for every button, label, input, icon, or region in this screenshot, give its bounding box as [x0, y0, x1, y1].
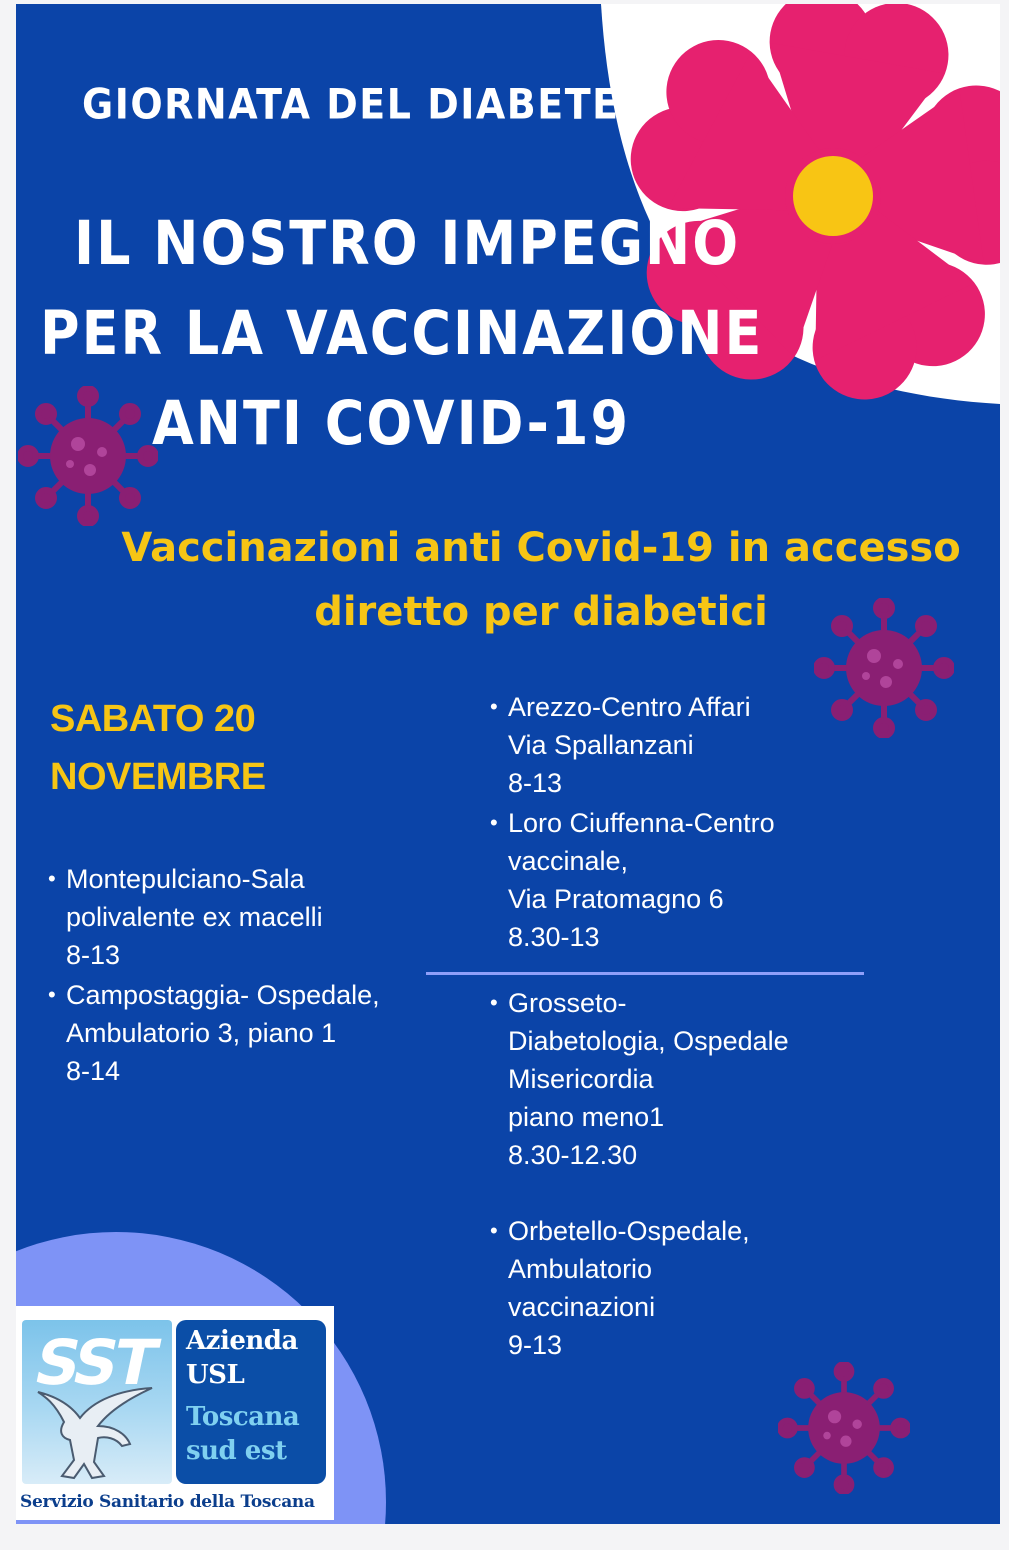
location-detail: Diabetologia, Ospedale — [508, 1026, 789, 1056]
sst-logo-text: SST — [28, 1326, 161, 1399]
location-detail: Via Spallanzani — [508, 730, 694, 760]
location-detail: Ambulatorio 3, piano 1 — [66, 1018, 337, 1048]
location-hours: 8-14 — [66, 1056, 121, 1086]
location-hours: 9-13 — [508, 1330, 563, 1360]
org-line-2: USL — [186, 1360, 245, 1390]
location-hours: 8-13 — [66, 940, 121, 970]
subtitle-line-1: Vaccinazioni anti Covid-19 in accesso — [121, 525, 961, 571]
location-detail: polivalente ex macelli — [66, 902, 323, 932]
logo-caption: Servizio Sanitario della Toscana — [20, 1492, 315, 1512]
list-item — [490, 1212, 910, 1364]
event-title: GIORNATA DEL DIABETE — [82, 79, 620, 129]
location-name: • Arezzo-Centro Affari — [508, 692, 751, 722]
virus-icon — [18, 386, 158, 526]
list-item — [490, 804, 910, 956]
list-item — [48, 860, 428, 974]
subtitle-line-2: diretto per diabetici — [314, 589, 768, 635]
location-detail: Misericordia — [508, 1064, 654, 1094]
org-line-3: Toscana — [186, 1402, 300, 1432]
left-location-list — [48, 860, 428, 1092]
main-title-line-1: IL NOSTRO IMPEGNO — [74, 208, 741, 279]
right-location-list-bottom — [490, 984, 910, 1366]
right-location-list-top — [490, 688, 910, 958]
main-title-line-2: PER LA VACCINAZIONE — [40, 298, 764, 369]
location-name: • Loro Ciuffenna-Centro — [508, 808, 775, 838]
location-detail: Ambulatorio — [508, 1254, 653, 1284]
location-detail: vaccinazioni — [508, 1292, 656, 1322]
location-name: • Montepulciano-Sala — [66, 864, 305, 894]
location-name: • Orbetello-Ospedale, — [508, 1216, 750, 1246]
usl-logo — [16, 1306, 334, 1520]
sst-logo-panel — [22, 1320, 172, 1484]
date-line-2: NOVEMBRE — [50, 756, 266, 798]
location-detail: vaccinale, — [508, 846, 629, 876]
location-hours: 8-13 — [508, 768, 563, 798]
list-item — [490, 688, 910, 802]
location-name: • Grosseto- — [508, 988, 627, 1018]
pegasus-icon — [34, 1382, 164, 1482]
location-address: Via Pratomagno 6 — [508, 884, 724, 914]
org-line-4: sud est — [186, 1436, 287, 1466]
list-item — [490, 984, 910, 1174]
location-name: • Campostaggia- Ospedale, — [66, 980, 380, 1010]
subtitle — [76, 516, 1000, 644]
location-floor: piano meno1 — [508, 1102, 665, 1132]
location-hours: 8.30-13 — [508, 922, 600, 952]
virus-icon — [778, 1362, 910, 1494]
poster — [16, 4, 1000, 1524]
main-title-line-3: ANTI COVID-19 — [152, 388, 631, 459]
location-hours: 8.30-12.30 — [508, 1140, 638, 1170]
date-line-1: SABATO 20 — [50, 698, 256, 740]
org-line-1: Azienda — [186, 1326, 298, 1356]
azienda-panel — [176, 1320, 326, 1484]
divider — [426, 972, 864, 975]
event-date — [50, 690, 266, 806]
list-item — [48, 976, 428, 1090]
